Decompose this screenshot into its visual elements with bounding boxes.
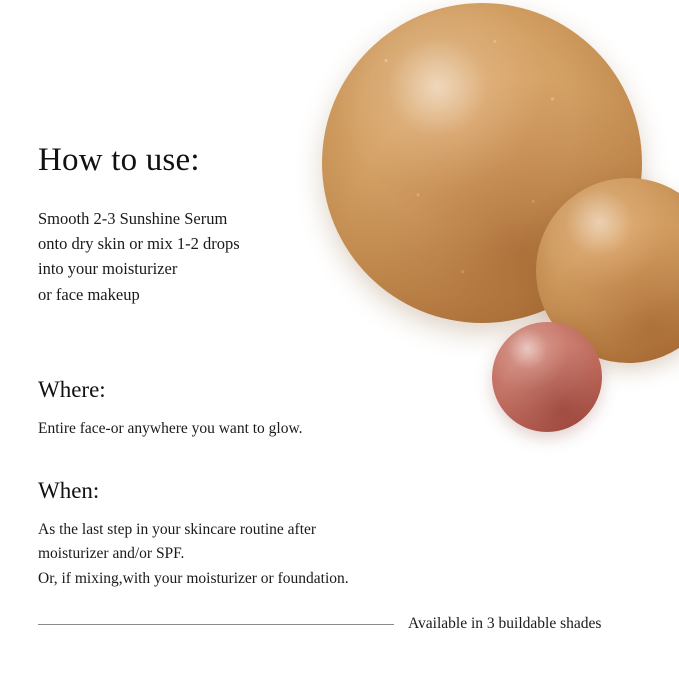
where-heading: Where: — [38, 376, 106, 402]
small-rose-droplet-icon — [492, 322, 602, 432]
how-to-use-body — [38, 178, 458, 306]
footer-divider — [38, 624, 394, 625]
medium-gold-droplet-icon — [536, 178, 679, 363]
when-heading: When: — [38, 477, 100, 503]
where-body: Entire face-or anywhere you want to glow. — [38, 419, 303, 437]
how-to-use-line-4: or face makeup — [38, 284, 140, 304]
when-line-3: Or, if mixing,with your moisturizer or foundation. — [38, 569, 349, 587]
how-to-use-line-3: into your moisturizer — [38, 259, 178, 279]
instructions-content — [38, 0, 458, 591]
how-to-use-heading: How to use: — [38, 142, 200, 178]
shades-note: Available in 3 buildable shades — [408, 615, 602, 632]
how-to-use-line-1: Smooth 2-3 Sunshine Serum — [38, 209, 228, 229]
when-line-2: moisturizer and/or SPF. — [38, 545, 185, 563]
when-line-1: As the last step in your skincare routine after — [38, 520, 317, 538]
how-to-use-line-2: onto dry skin or mix 1-2 drops — [38, 234, 240, 254]
when-body — [38, 504, 458, 591]
footer — [38, 615, 641, 633]
